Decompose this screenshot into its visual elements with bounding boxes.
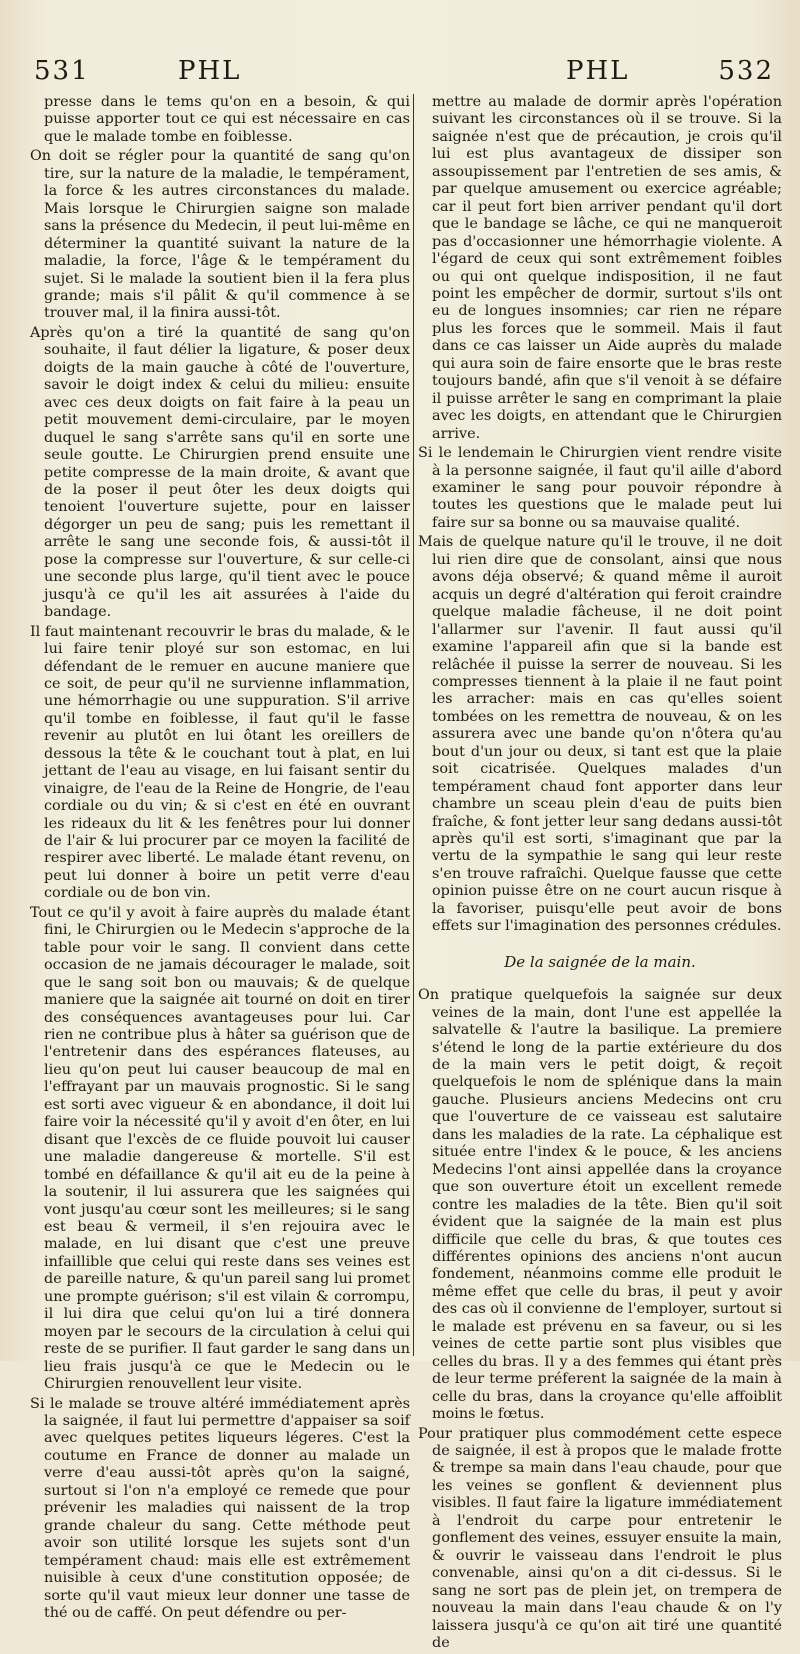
paragraph: Mais de quelque nature qu'il le trouve, il ne doit lui rien dire que de consolant, ainsi que nous avons déja observé; & quand même il auroit acquis un degré d'altération qui feroit craindre quelque maladie fâcheuse, il ne doit point l'allarmer sur l'avenir. Il faut aussi qu'il examine l'appareil afin que si la bande est relâchée il puisse la serrer de nouveau. Si les compresses tiennent à la plaie il ne faut point les arracher: mais en cas qu'elles soient tombées on les remettra de nouveau, & on les assurera avec une bande qu'on n'ôtera qu'au bout d'un jour ou deux, si tant est que la plaie soit cicatrisée. Quelques malades d'un tempérament chaud font apporter dans leur chambre un sceau plein d'eau de puits bien fraîche, & font jetter leur sang dedans aussi-tôt après qu'il est sorti, s'imaginant que par la vertu de la sympathie le sang qui leur reste s'en trouve rafraîchi. Quelque fausse que cette opinion puisse être on ne court aucun risque à la favoriser, puisqu'elle peut avoir de bons effets sur l'imagination des personnes crédules.	[418, 534, 782, 935]
right-page-number: 532	[718, 56, 774, 86]
section-heading: De la saignée de la main.	[504, 952, 696, 971]
left-column	[30, 94, 410, 1624]
left-running-title: PHL	[178, 56, 242, 86]
left-page-number: 531	[34, 56, 90, 86]
paragraph: Tout ce qu'il y avoit à faire auprès du malade étant fini, le Chirurgien ou le Medecin s'approche de la table pour voir le sang. Il convient dans cette occasion de ne jamais décourager le malade, soit que le sang soit bon ou mauvais; & de quelque maniere que la saignée ait tourné on doit en tirer des conséquences avantageuses pour lui. Car rien ne contribue plus à hâter sa guérison que de l'entretenir dans des espérances flateuses, au lieu qu'on peut lui causer beaucoup de mal en l'effrayant par un mauvais prognostic. Si le sang est sorti avec vigueur & en abondance, il doit lui faire voir la nécessité qu'il y avoit d'en ôter, en lui disant que l'excès de ce fluide pouvoit lui causer une maladie dangereuse & mortelle. S'il est tombé en défaillance & qu'il ait eu de la peine à la soutenir, il lui assurera que les saignées qui vont jusqu'au cœur sont les meilleures; si le sang est beau & vermeil, il s'en rejouira avec le malade, en lui disant que c'est une preuve infaillible que celui qui reste dans ses veines est de pareille nature, & qu'un pareil sang lui promet une prompte guérison; s'il est vilain & corrompu, il lui dira que celui qu'on lui a tiré donnera moyen par le secours de la circulation à celui qui reste de se purifier. Il faut garder le sang dans un lieu frais jusqu'à ce que le Medecin ou le Chirurgien renouvellent leur visite.	[30, 904, 410, 1393]
paragraph: Pour pratiquer plus commodément cette espece de saignée, il est à propos que le malade frotte & trempe sa main dans l'eau chaude, pour que les veines se gonflent & deviennent plus visibles. Il faut faire la ligature immédiatement à l'endroit du carpe pour entretenir le gonflement des veines, essuyer ensuite la main, & ouvrir le vaisseau dans l'endroit le plus convenable, ainsi qu'on a dit ci-dessus. Si le sang ne sort pas de plein jet, on trempera de nouveau la main dans l'eau chaude & on l'y laissera jusqu'à ce qu'on ait tiré une quantité de	[418, 1425, 782, 1651]
right-running-title: PHL	[566, 56, 630, 86]
right-column	[418, 94, 782, 1654]
paragraph: Il faut maintenant recouvrir le bras du malade, & le lui faire tenir ployé sur son estomac, en lui défendant de le remuer en aucune maniere que ce soit, de peur qu'il ne survienne inflammation, une hémorrhagie ou une suppuration. S'il arrive qu'il tombe en foiblesse, il faut qu'il le fasse revenir au plutôt en lui ôtant les oreillers de dessous la tête & le couchant tout à plat, en lui jettant de l'eau au visage, en lui faisant sentir du vinaigre, de l'eau de la Reine de Hongrie, de l'eau cordiale ou du vin; & si c'est en été en ouvrant les rideaux du lit & les fenêtres pour lui donner de l'air & lui procurer par ce moyen la facilité de respirer avec liberté. Le malade étant revenu, on peut lui donner à boire un petit verre d'eau cordiale ou de bon vin.	[30, 623, 410, 902]
paragraph: Si le malade se trouve altéré immédiatement après la saignée, il faut lui permettre d'appaiser sa soif avec quelques petites liqueurs légeres. C'est la coutume en France de donner au malade un verre d'eau aussi-tôt après qu'on la saigné, surtout si l'on n'a employé ce remede que pour prévenir les maladies qui naissent de la trop grande chaleur du sang. Cette méthode peut avoir son utilité lorsque les sujets sont d'un tempérament chaud: mais elle est extrêmement nuisible à ceux d'une constitution opposée; de sorte qu'il vaut mieux leur donner une tasse de thé ou de caffé. On peut défendre ou per-	[30, 1395, 410, 1621]
paragraph: On pratique quelquefois la saignée sur deux veines de la main, dont l'une est appellée la salvatelle & l'autre la basilique. La premiere s'étend le long de la partie extérieure du dos de la main vers le petit doigt, & reçoit quelquefois le nom de splénique dans la main gauche. Plusieurs anciens Medecins ont cru que l'ouverture de ce vaisseau est salutaire dans les maladies de la rate. La céphalique est située entre l'index & le pouce, & les anciens Medecins l'ont ainsi appellée dans la croyance que son ouverture étoit un excellent remede contre les maladies de la tête. Bien qu'il soit évident que la saignée de la main est plus difficile que celle du bras, & que toutes ces différentes opinions des anciens n'ont aucun fondement, néanmoins comme elle produit le même effet que celle du bras, il peut y avoir des cas où il convienne de l'employer, surtout si le malade est prévenu en sa faveur, ou si les veines de cette partie sont plus visibles que celles du bras. Il y a des femmes qui étant près de leur terme préferent la saignée de la main à celle du bras, dans la croyance qu'elle affoiblit moins le fœtus.	[418, 987, 782, 1423]
paragraph: Si le lendemain le Chirurgien vient rendre visite à la personne saignée, il faut qu'il aille d'abord examiner le sang pour pouvoir répondre à toutes les questions que le malade peut lui faire sur sa bonne ou sa mauvaise qualité.	[418, 445, 782, 531]
column-divider	[413, 94, 414, 1356]
running-header	[28, 56, 778, 90]
paragraph: On doit se régler pour la quantité de sang qu'on tire, sur la nature de la maladie, le tempérament, la force & les autres circonstances du malade. Mais lorsque le Chirurgien saigne son malade sans la présence du Medecin, il peut lui-même en déterminer la quantité suivant la nature de la maladie, la force, l'âge & le tempérament du sujet. Si le malade la soutient bien il la fera plus grande; mais s'il pâlit & qu'il commence à se trouver mal, il la finira aussi-tôt.	[30, 148, 410, 322]
paragraph: Après qu'on a tiré la quantité de sang qu'on souhaite, il faut délier la ligature, & poser deux doigts de la main gauche à côté de l'ouverture, savoir le doigt index & celui du milieu: ensuite avec ces deux doigts on fait faire à la peau un petit mouvement demi-circulaire, par le moyen duquel le sang s'arrête sans qu'il en sorte une seule goutte. Le Chirurgien prend ensuite une petite compresse de la main droite, & avant que de la poser il peut ôter les deux doigts qui tenoient l'ouverture sujette, pour en laisser dégorger un peu de sang; puis les remettant il arrête le sang une seconde fois, & aussi-tôt il pose la compresse sur l'ouverture, & sur celle-ci une seconde plus large, qu'il tient avec le pouce jusqu'à ce qu'il les ait assurées à l'aide du bandage.	[30, 324, 410, 621]
paragraph: presse dans le tems qu'on en a besoin, & qui puisse apporter tout ce qui est nécessaire en cas que le malade tombe en foiblesse.	[44, 94, 410, 145]
paragraph: mettre au malade de dormir après l'opération suivant les circonstances où il se trouve. Si la saignée n'est que de précaution, je crois qu'il lui est plus avantageux de dissiper son assoupissement par l'entretien de ses amis, & par quelque amusement ou exercice agréable; car il peut fort bien arriver pendant qu'il dort que le bandage se lâche, ce qui ne manqueroit pas d'occasionner une hémorrhagie violente. A l'égard de ceux qui sont extrêmement foibles ou qui ont quelque indisposition, il ne faut point les empêcher de dormir, surtout s'ils ont eu de longues insomnies; car rien ne répare plus les forces que le sommeil. Mais il faut dans ce cas laisser un Aide auprès du malade qui aura soin de faire ensorte que le bras reste toujours bandé, afin que s'il venoit à se défaire il puisse arrêter le sang en comprimant la plaie avec les doigts, en attendant que le Chirurgien arrive.	[432, 94, 782, 442]
